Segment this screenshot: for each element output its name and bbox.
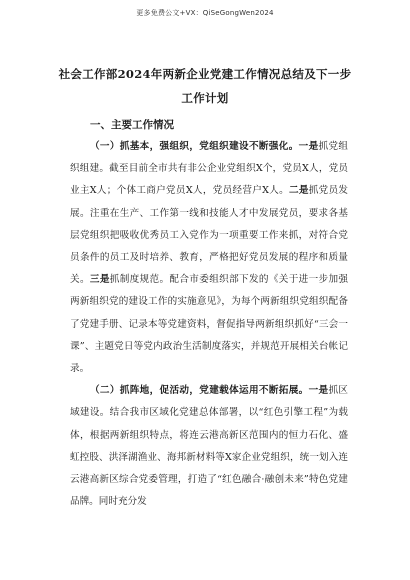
- point-label-3: 三是: [89, 274, 110, 286]
- subheading-organization: （一）抓基本，强组织，党组织建设不断强化。: [90, 141, 299, 152]
- point-label-1: 一是: [298, 141, 319, 152]
- point-text-2: 抓党员发展。注重在生产、工作第一线和技能人才中发展党员，要求各基层党组织把吸收优秀员工入党作为一项重要工作来抓，对符合党员条件的员工及时培养、教育，严格把好党员发展的程序和质量关。: [70, 185, 349, 286]
- section-heading: 一、主要工作情况: [90, 119, 174, 131]
- point-text-3: 抓制度规范。配合市委组织部下发的《关于进一步加强两新组织党的建设工作的实施意见》，为每个两新组织党组织配备了党建手册、记录本等党建资料，督促指导两新组织抓好“三会一课”、主题党日等党内政治生活制度落实，并规范开展相关台帐记录。: [70, 274, 349, 375]
- paragraph-activities: [70, 380, 348, 513]
- subheading-activities: （二）抓阵地，促活动，党建载体运用不断拓展。: [90, 385, 309, 397]
- paragraph-organization: [70, 136, 348, 380]
- point-label-4: 一是: [308, 385, 329, 397]
- document-body: [70, 114, 348, 513]
- point-label-2: 二是: [289, 185, 309, 197]
- point-text-1: 抓党组织组建。截至目前全市共有非公企业党组织X个，党员X人，党员业主X人；个体工商户党员X人，党员经营户X人。: [70, 141, 349, 197]
- document-title: 社会工作部2024年两新企业党建工作情况总结及下一步工作计划: [58, 67, 352, 105]
- page-header-note: 更多免费公文+VX：QiSeGongWen2024: [136, 9, 274, 17]
- point-text-4: 抓区域建设。结合我市区域化党建总体部署，以“红色引擎工程”为载体，根据两新组织特点，将连云港高新区范围内的恒力石化、盛虹控股、洪泽湖渔业、海邦新材料等X家企业党组织，统一划入连云港高新区综合党委管理，打造了“红色融合·融创未来”特色党建品牌。同时充分发: [70, 385, 349, 508]
